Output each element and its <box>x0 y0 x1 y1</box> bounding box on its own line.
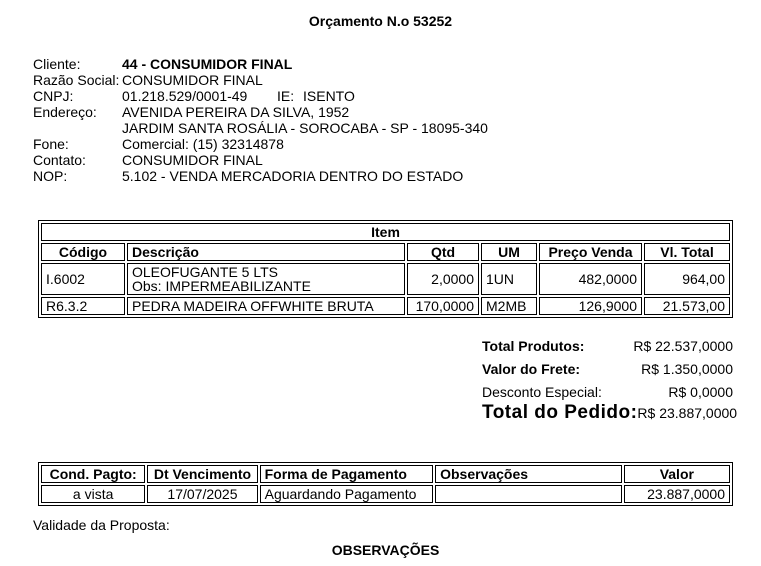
col-header-vl-total: Vl. Total <box>644 243 730 261</box>
desconto-especial-row <box>482 384 733 400</box>
cell-forma-pagamento: Aguardando Pagamento <box>260 485 434 503</box>
cell-um: 1UN <box>481 263 537 295</box>
field-value: CONSUMIDOR FINAL <box>122 152 263 168</box>
col-header-qtd: Qtd <box>407 243 479 261</box>
total-pedido-value: R$ 23.887,0000 <box>637 405 738 421</box>
field-label: Contato: <box>33 152 86 168</box>
cell-vl-total: 964,00 <box>644 263 730 295</box>
field-value: JARDIM SANTA ROSÁLIA - SOROCABA - SP - 18095-340 <box>122 120 488 136</box>
col-header-preco-venda: Preço Venda <box>539 243 642 261</box>
col-header-codigo: Código <box>41 243 125 261</box>
valor-frete-label: Valor do Frete: <box>482 361 581 377</box>
col-header-cond-pagto: Cond. Pagto: <box>41 465 145 483</box>
cell-preco-venda: 482,0000 <box>539 263 642 295</box>
field-label: NOP: <box>33 168 68 184</box>
client-row-endereco <box>33 104 733 120</box>
field-value: CONSUMIDOR FINAL <box>122 72 263 88</box>
cell-observacoes <box>435 485 622 503</box>
payment-header-row <box>41 465 730 483</box>
cell-descricao: PEDRA MADEIRA OFFWHITE BRUTA <box>127 297 405 315</box>
client-row-cnpj <box>33 88 733 104</box>
cell-cond-pagto: a vista <box>41 485 145 503</box>
client-row-endereco-line2 <box>33 120 733 136</box>
cell-codigo: R6.3.2 <box>41 297 125 315</box>
total-produtos-value: R$ 22.537,0000 <box>633 338 733 354</box>
cell-codigo: I.6002 <box>41 263 125 295</box>
items-table <box>38 220 733 318</box>
col-header-observacoes: Observações <box>435 465 622 483</box>
cell-valor: 23.887,0000 <box>624 485 730 503</box>
desconto-especial-label: Desconto Especial: <box>482 384 602 400</box>
field-label: Endereço: <box>33 104 97 120</box>
ie-label: IE: <box>277 88 295 104</box>
cell-vl-total: 21.573,00 <box>644 297 730 315</box>
descricao-line2: Obs: IMPERMEABILIZANTE <box>132 278 311 294</box>
observacoes-title: OBSERVAÇÕES <box>331 542 440 558</box>
items-group-header-row <box>41 223 730 241</box>
validade-proposta-label: Validade da Proposta: <box>33 517 170 533</box>
field-value: 01.218.529/0001-49 <box>122 88 248 104</box>
total-pedido-label: Total do Pedido: <box>482 402 638 423</box>
page-title: Orçamento N.o 53252 <box>308 13 453 29</box>
descricao-line1: OLEOFUGANTE 5 LTS <box>132 264 278 280</box>
client-row-nop <box>33 168 733 184</box>
items-header-row <box>41 243 730 261</box>
col-header-dt-vencimento: Dt Vencimento <box>147 465 257 483</box>
cell-qtd: 2,0000 <box>407 263 479 295</box>
client-info-block <box>33 56 733 184</box>
field-value: AVENIDA PEREIRA DA SILVA, 1952 <box>122 104 350 120</box>
client-row-fone <box>33 136 733 152</box>
field-value: 5.102 - VENDA MERCADORIA DENTRO DO ESTADO <box>122 168 464 184</box>
col-header-descricao: Descrição <box>127 243 405 261</box>
client-row-cliente <box>33 56 733 72</box>
col-header-valor: Valor <box>624 465 730 483</box>
table-row <box>41 485 730 503</box>
desconto-especial-value: R$ 0,0000 <box>668 384 733 400</box>
client-row-razao-social <box>33 72 733 88</box>
total-pedido-row <box>482 402 738 424</box>
payment-table <box>38 462 733 506</box>
valor-frete-row <box>482 361 733 377</box>
field-label: Cliente: <box>33 56 81 72</box>
field-value: Comercial: (15) 32314878 <box>122 136 284 152</box>
cell-dt-vencimento: 17/07/2025 <box>147 485 257 503</box>
table-row <box>41 263 730 295</box>
cell-um: M2MB <box>481 297 537 315</box>
field-label: CNPJ: <box>33 88 74 104</box>
cell-qtd: 170,0000 <box>407 297 479 315</box>
ie-value: ISENTO <box>303 88 355 104</box>
field-value: 44 - CONSUMIDOR FINAL <box>122 56 293 72</box>
col-header-um: UM <box>481 243 537 261</box>
total-produtos-row <box>482 338 733 354</box>
field-label: Razão Social: <box>33 72 120 88</box>
items-group-header: Item <box>41 223 730 241</box>
cell-descricao <box>127 263 405 295</box>
field-label: Fone: <box>33 136 69 152</box>
valor-frete-value: R$ 1.350,0000 <box>641 361 733 377</box>
client-row-contato <box>33 152 733 168</box>
table-row <box>41 297 730 315</box>
cell-preco-venda: 126,9000 <box>539 297 642 315</box>
total-produtos-label: Total Produtos: <box>482 338 585 354</box>
col-header-forma-pagamento: Forma de Pagamento <box>260 465 434 483</box>
